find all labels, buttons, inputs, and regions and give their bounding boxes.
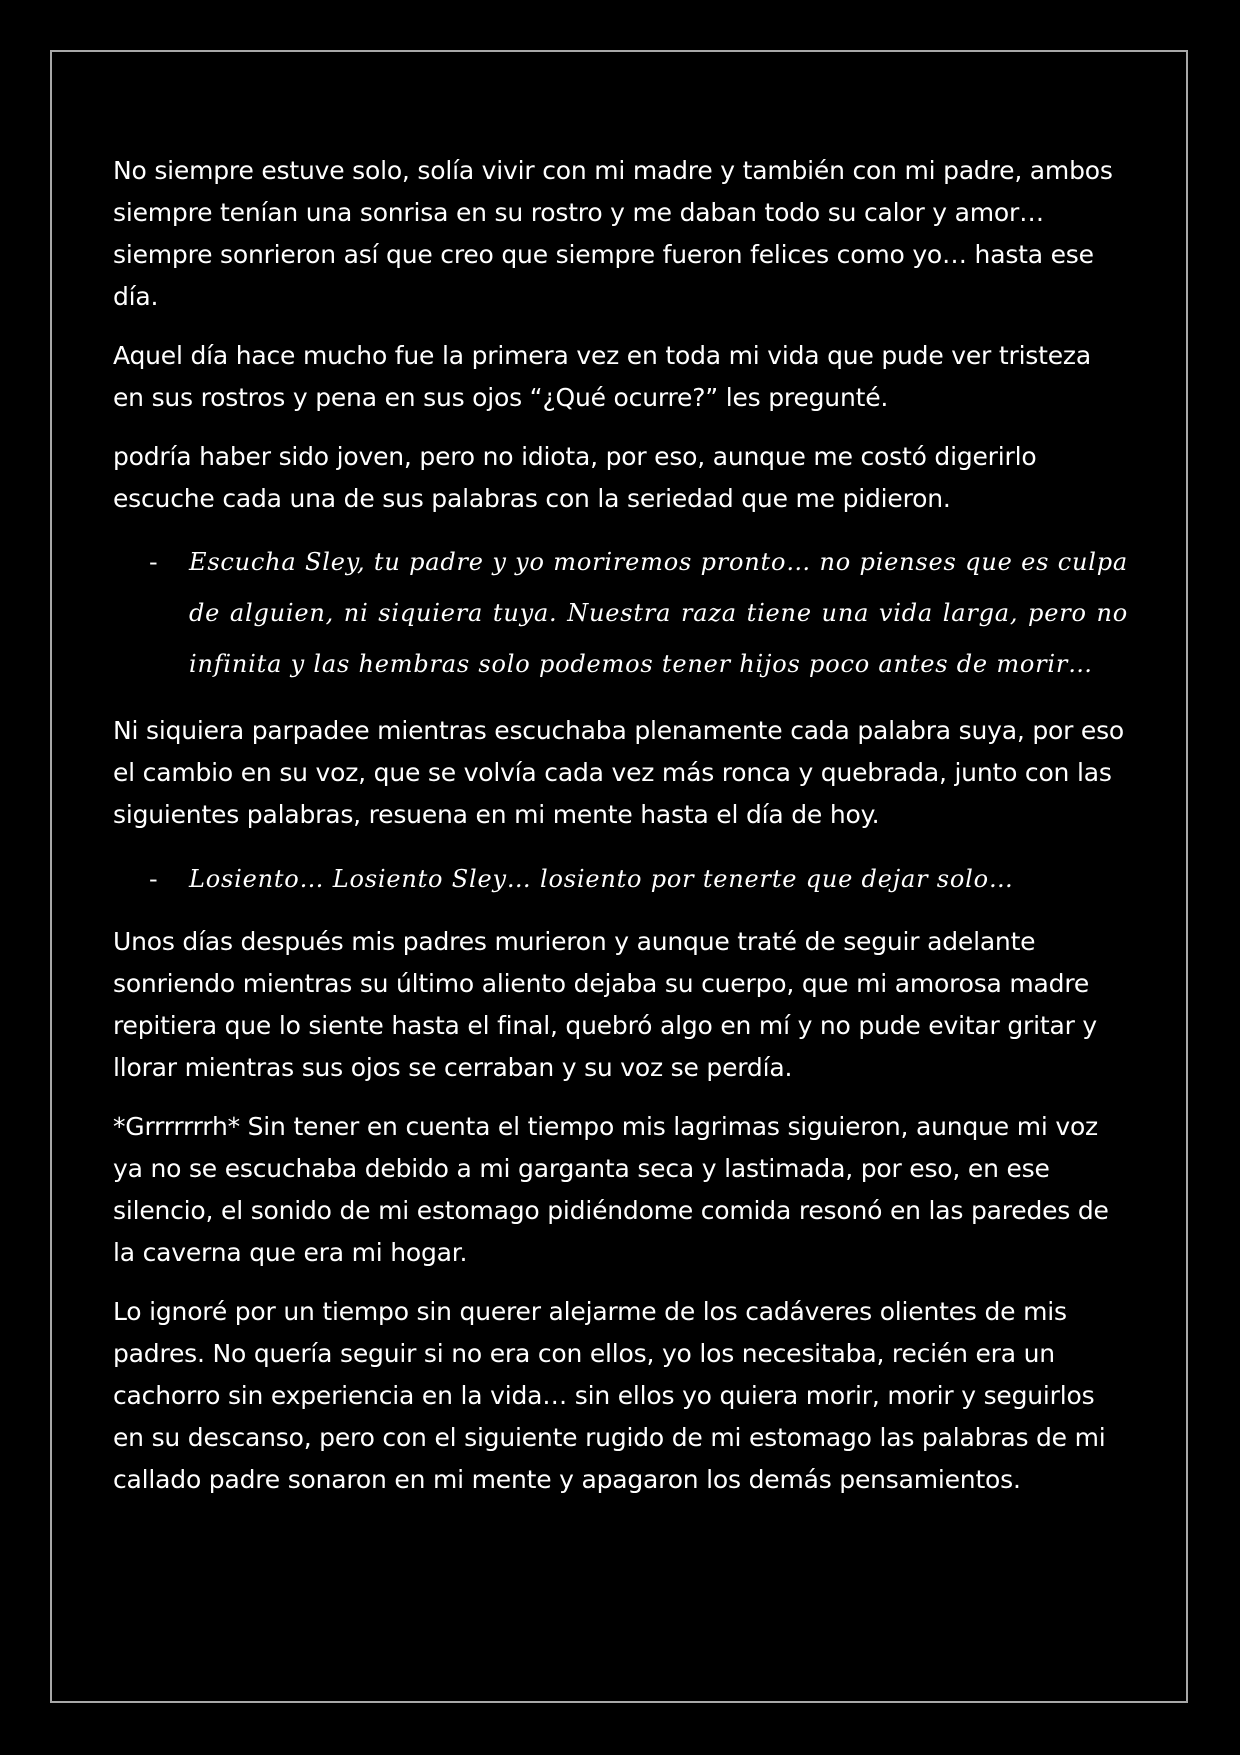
dialogue-apology <box>113 854 1128 905</box>
dialogue-mother <box>113 537 1128 690</box>
dialogue-dash: - <box>149 548 159 576</box>
paragraph-5: Unos días después mis padres murieron y aunque traté de seguir adelante sonriendo mientras su último aliento dejaba su cuerpo, que mi amorosa madre repitiera que lo siente hasta el final, quebró algo en mí y no pude evitar gritar y llorar mientras sus ojos se cerraban y su voz se perdía. <box>113 927 1098 1082</box>
paragraph-2: Aquel día hace mucho fue la primera vez en toda mi vida que pude ver tristeza en sus rostros y pena en sus ojos “¿Qué ocurre?” les pregunté. <box>113 341 1091 412</box>
paragraph-7: Lo ignoré por un tiempo sin querer alejarme de los cadáveres olientes de mis padres. No quería seguir si no era con ellos, yo los necesitaba, recién era un cachorro sin experiencia en la vida… sin ellos yo quiera morir, morir y seguirlos en su descanso, pero con el siguiente rugido de mi estomago las palabras de mi callado padre sonaron en mi mente y apagaron los demás pensamientos. <box>113 1297 1106 1494</box>
paragraph-3: podría haber sido joven, pero no idiota, por eso, aunque me costó digerirlo escuche cada una de sus palabras con la seriedad que me pidieron. <box>113 442 1037 513</box>
dialogue-dash: - <box>149 865 159 893</box>
story-text <box>113 150 1128 1518</box>
paragraph-6: *Grrrrrrrh* Sin tener en cuenta el tiempo mis lagrimas siguieron, aunque mi voz ya no se escuchaba debido a mi garganta seca y lastimada, por eso, en ese silencio, el sonido de mi estomago pidiéndome comida resonó en las paredes de la caverna que era mi hogar. <box>113 1112 1109 1267</box>
paragraph-1: No siempre estuve solo, solía vivir con mi madre y también con mi padre, ambos siempre tenían una sonrisa en su rostro y me daban todo su calor y amor… siempre sonrieron así que creo que siempre fueron felices como yo… hasta ese día. <box>113 156 1113 311</box>
paragraph-4: Ni siquiera parpadee mientras escuchaba plenamente cada palabra suya, por eso el cambio en su voz, que se volvía cada vez más ronca y quebrada, junto con las siguientes palabras, resuena en mi mente hasta el día de hoy. <box>113 716 1125 829</box>
dialogue-text: Losiento… Losiento Sley… losiento por tenerte que dejar solo… <box>189 865 1014 893</box>
dialogue-text: Escucha Sley, tu padre y yo moriremos pronto… no pienses que es culpa de alguien, ni siquiera tuya. Nuestra raza tiene una vida larga, pero no infinita y las hembras solo podemos tener hijos poco antes de morir… <box>189 548 1128 678</box>
